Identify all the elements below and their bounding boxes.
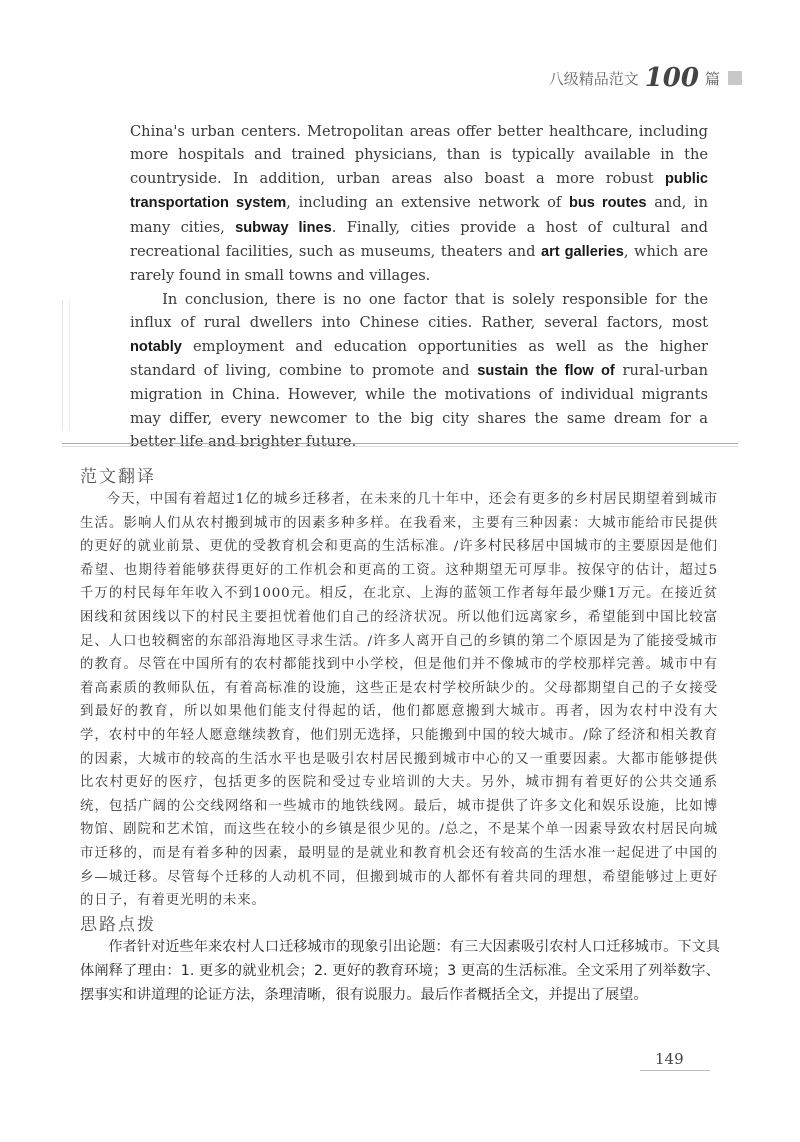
margin-rule <box>62 300 70 430</box>
bold-phrase: bus routes <box>568 195 647 212</box>
text-run: and, in many cities, <box>130 194 708 236</box>
text-run: In conclusion, there is no one factor that is solely responsible for the influx of rural dwellers into Chinese cities. Rather, several factors, most <box>130 290 708 332</box>
translation-body <box>80 488 718 913</box>
header-number: 100 <box>644 63 699 93</box>
text-run: , including an extensive network of <box>286 194 569 212</box>
section-divider-shadow <box>62 446 738 447</box>
page-number: 149 <box>655 1050 684 1068</box>
bold-phrase: subway lines <box>235 219 332 236</box>
page-number-rule <box>640 1070 710 1071</box>
english-essay <box>130 120 708 454</box>
header-label: 八级精品范文 <box>548 69 639 88</box>
essay-paragraph <box>130 288 708 454</box>
tips-heading: 思路点拨 <box>80 915 156 935</box>
section-divider <box>62 443 738 444</box>
tips-body <box>80 935 720 1008</box>
bold-phrase: art galleries <box>540 244 624 261</box>
tips-paragraph: 作者针对近些年来农村人口迁移城市的现象引出论题：有三大因素吸引农村人口迁移城市。下文具体阐释了理由：1. 更多的就业机会；2. 更好的教育环境；3 更高的生活标准。全文采用了列举数字、摆事实和讲道理的论证方法，条理清晰，很有说服力。最后作者概括全文，并提出了展望。 <box>80 939 720 1004</box>
translation-heading: 范文翻译 <box>80 467 156 487</box>
header-square-icon <box>728 71 742 85</box>
header-tail: 篇 <box>704 69 720 88</box>
running-header <box>549 63 742 93</box>
translation-paragraph: 今天，中国有着超过1亿的城乡迁移者，在未来的几十年中，还会有更多的乡村居民期望着到城市生活。影响人们从农村搬到城市的因素多种多样。在我看来，主要有三种因素：大城市能给市民提供的更好的就业前景、更优的受教育机会和更高的生活标准。/许多村民移居中国城市的主要原因是他们希望、也期待着能够获得更好的工作机会和更高的工资。这种期望无可厚非。按保守的估计，超过5千万的村民每年年收入不到1000元。相反，在北京、上海的蓝领工作者每年最少赚1万元。在接近贫困线和贫困线以下的村民主要担忧着他们自己的经济状况。所以他们远离家乡，希望能到中国比较富足、人口也较稠密的东部沿海地区寻求生活。/许多人离开自己的乡镇的第二个原因是为了能接受城市的教育。尽管在中国所有的农村都能找到中小学校，但是他们并不像城市的学校那样完善。城市中有着高素质的教师队伍，有着高标准的设施，这些正是农村学校所缺少的。父母都期望自己的子女接受到最好的教育，所以如果他们能支付得起的话，他们都愿意搬到大城市。再者，因为农村中没有大学，农村中的年轻人愿意继续教育，他们别无选择，只能搬到中国的较大城市。/除了经济和相关教育的因素，大城市的较高的生活水平也是吸引农村居民搬到城市中心的又一重要因素。大都市能够提供比农村更好的医疗，包括更多的医院和受过专业培训的大夫。另外，城市拥有着更好的公共交通系统，包括广阔的公交线网络和一些城市的地铁线网。最后，城市提供了许多文化和娱乐设施，比如博物馆、剧院和艺术馆，而这些在较小的乡镇是很少见的。/总之，不是某个单一因素导致农村居民向城市迁移的，而是有着多种的因素，最明显的是就业和教育机会还有较高的生活水准一起促进了中国的乡—城迁移。尽管每个迁移的人动机不同，但搬到城市的人都怀有着共同的理想，希望能够过上更好的日子，有着更光明的未来。 <box>80 492 718 909</box>
text-run: , which are rarely found in small towns and villages. <box>130 243 708 285</box>
bold-phrase: notably <box>130 338 182 355</box>
bold-phrase: sustain the flow of <box>477 363 615 380</box>
essay-paragraph <box>130 120 708 288</box>
text-run: . Finally, cities provide a host of cultural and recreational facilities, such as museums, theaters and <box>130 218 708 261</box>
text-run: China's urban centers. Metropolitan areas offer better healthcare, including more hospitals and trained physicians, than is typically available in the countryside. In addition, urban areas also boast a more robust <box>130 123 708 187</box>
text-run: employment and education opportunities as well as the higher standard of living, combine to promote and <box>130 337 708 380</box>
bold-phrase: public transportation system <box>130 170 708 212</box>
text-run: rural-urban migration in China. However, while the motivations of individual migrants may differ, every newcomer to the big city shares the same dream for a better life and brighter future. <box>130 362 708 451</box>
